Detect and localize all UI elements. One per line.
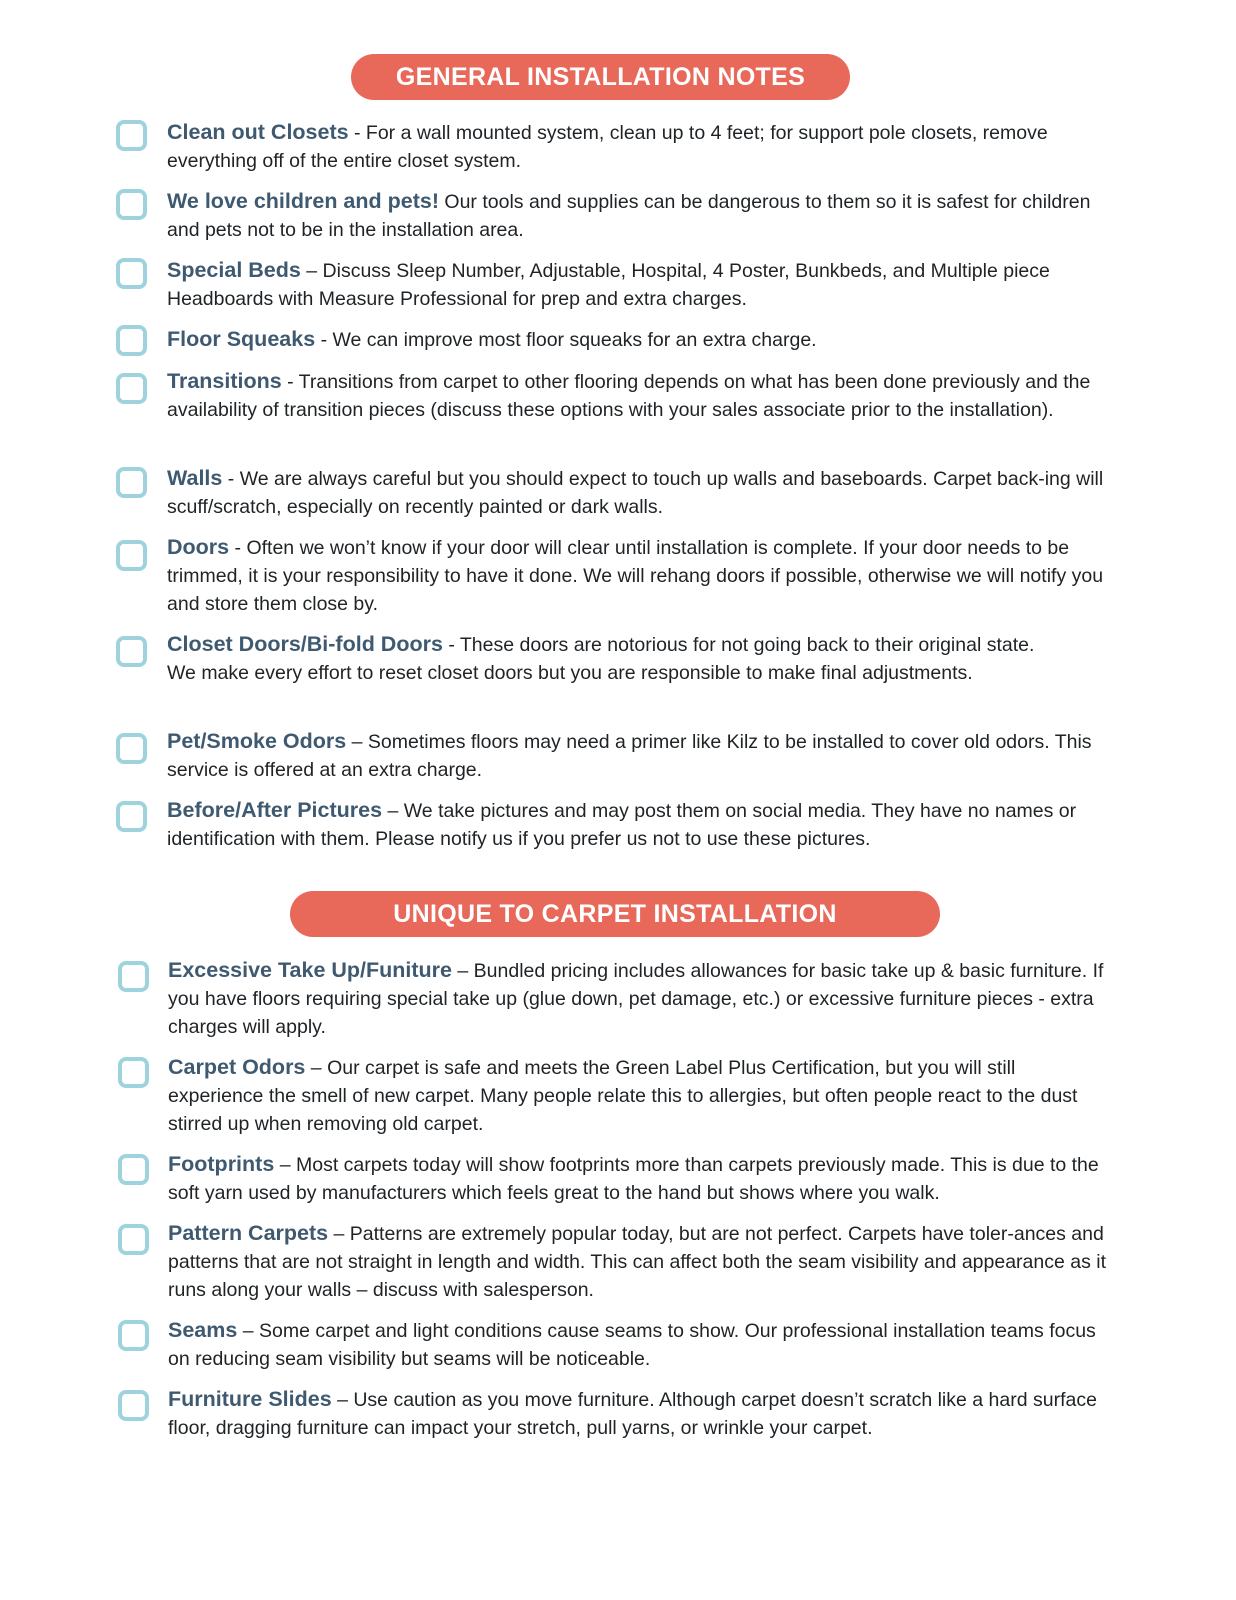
item-body: – Discuss Sleep Number, Adjustable, Hospital, 4 Poster, Bunkbeds, and Multiple piece Headboards with Measure Professional for prep and extra charges. (167, 260, 1050, 310)
item-title: Footprints (168, 1152, 275, 1176)
item-title: Pet/Smoke Odors (167, 729, 347, 753)
item-body: – Sometimes floors may need a primer like Kilz to be installed to cover old odors. This service is offered at an extra charge. (167, 731, 1092, 781)
checkbox[interactable] (116, 540, 147, 571)
item-title: Floor Squeaks (167, 327, 316, 351)
checkbox[interactable] (116, 801, 147, 832)
item-body: Our tools and supplies can be dangerous to them so it is safest for children and pets not to be in the installation area. (167, 191, 1091, 241)
checkbox[interactable] (116, 373, 147, 404)
item-title: Seams (168, 1318, 238, 1342)
checkbox[interactable] (116, 325, 147, 356)
item-text (168, 1219, 1113, 1304)
checkbox[interactable] (118, 1057, 149, 1088)
checkbox[interactable] (118, 1390, 149, 1421)
item-title: Closet Doors/Bi-fold Doors (167, 632, 443, 656)
item-text (168, 1385, 1113, 1442)
item-body: – We take pictures and may post them on social media. They have no names or identification with them. Please notify us if you prefer us not to use these pictures. (167, 800, 1077, 850)
item-title: Walls (167, 466, 223, 490)
item-title: Excessive Take Up/Funiture (168, 958, 452, 982)
section-heading-general: GENERAL INSTALLATION NOTES (351, 54, 850, 100)
checkbox[interactable] (116, 733, 147, 764)
item-text (167, 727, 1112, 784)
item-body: - Transitions from carpet to other flooring depends on what has been done previously and the availability of transition pieces (discuss these options with your sales associate prior to the installation). (167, 371, 1091, 421)
item-text (167, 118, 1112, 175)
item-text (167, 325, 1112, 354)
item-body: - Often we won’t know if your door will clear until installation is complete. If your door needs to be trimmed, it is your responsibility to have it done. We will rehang doors if possible, otherwise we will notify you and store them close by. (167, 537, 1104, 615)
item-title: Carpet Odors (168, 1055, 306, 1079)
checkbox[interactable] (118, 961, 149, 992)
item-text (167, 796, 1112, 853)
item-title: Before/After Pictures (167, 798, 383, 822)
item-body: - For a wall mounted system, clean up to 4 feet; for support pole closets, remove everything off of the entire closet system. (167, 122, 1048, 172)
item-text (167, 367, 1112, 424)
item-body: – Our carpet is safe and meets the Green Label Plus Certification, but you will still experience the smell of new carpet. Many people relate this to allergies, but often people react to the dust stirred up when removing old carpet. (168, 1057, 1078, 1135)
checkbox[interactable] (116, 636, 147, 667)
checkbox[interactable] (116, 258, 147, 289)
item-title: Pattern Carpets (168, 1221, 329, 1245)
checkbox[interactable] (116, 467, 147, 498)
checkbox[interactable] (118, 1224, 149, 1255)
item-text (167, 187, 1112, 244)
item-body: – Patterns are extremely popular today, but are not perfect. Carpets have toler-ances and patterns that are not straight in length and width. This can affect both the seam visibility and appearance as it runs along your walls – discuss with salesperson. (168, 1223, 1107, 1301)
checkbox[interactable] (116, 120, 147, 151)
item-body: - We can improve most floor squeaks for an extra charge. (315, 329, 817, 351)
section-heading-carpet: UNIQUE TO CARPET INSTALLATION (290, 891, 940, 937)
item-body: - These doors are notorious for not going back to their original state. We make every effort to reset closet doors but you are responsible to make final adjustments. (167, 634, 1035, 684)
item-text (167, 630, 1047, 687)
item-text (168, 956, 1113, 1041)
checkbox[interactable] (116, 189, 147, 220)
checkbox[interactable] (118, 1154, 149, 1185)
item-body: - We are always careful but you should expect to touch up walls and baseboards. Carpet back-ing will scuff/scratch, especially on recently painted or dark walls. (167, 468, 1104, 518)
checkbox[interactable] (118, 1320, 149, 1351)
item-text (167, 256, 1112, 313)
item-title: Furniture Slides (168, 1387, 332, 1411)
item-title: Transitions (167, 369, 282, 393)
item-text (167, 464, 1112, 521)
item-text (168, 1316, 1113, 1373)
item-body: – Most carpets today will show footprints more than carpets previously made. This is due to the soft yarn used by manufacturers which feels great to the hand but shows where you walk. (168, 1154, 1099, 1204)
item-text (168, 1150, 1113, 1207)
item-title: We love children and pets! (167, 189, 439, 213)
item-text (167, 533, 1112, 618)
item-title: Clean out Closets (167, 120, 349, 144)
item-title: Doors (167, 535, 230, 559)
item-body: – Some carpet and light conditions cause seams to show. Our professional installation teams focus on reducing seam visibility but seams will be noticeable. (168, 1320, 1096, 1370)
item-body: – Use caution as you move furniture. Although carpet doesn’t scratch like a hard surface floor, dragging furniture can impact your stretch, pull yarns, or wrinkle your carpet. (168, 1389, 1097, 1439)
item-text (168, 1053, 1113, 1138)
item-body: – Bundled pricing includes allowances for basic take up & basic furniture. If you have floors requiring special take up (glue down, pet damage, etc.) or excessive furniture pieces - extra charges will apply. (168, 960, 1104, 1038)
item-title: Special Beds (167, 258, 301, 282)
